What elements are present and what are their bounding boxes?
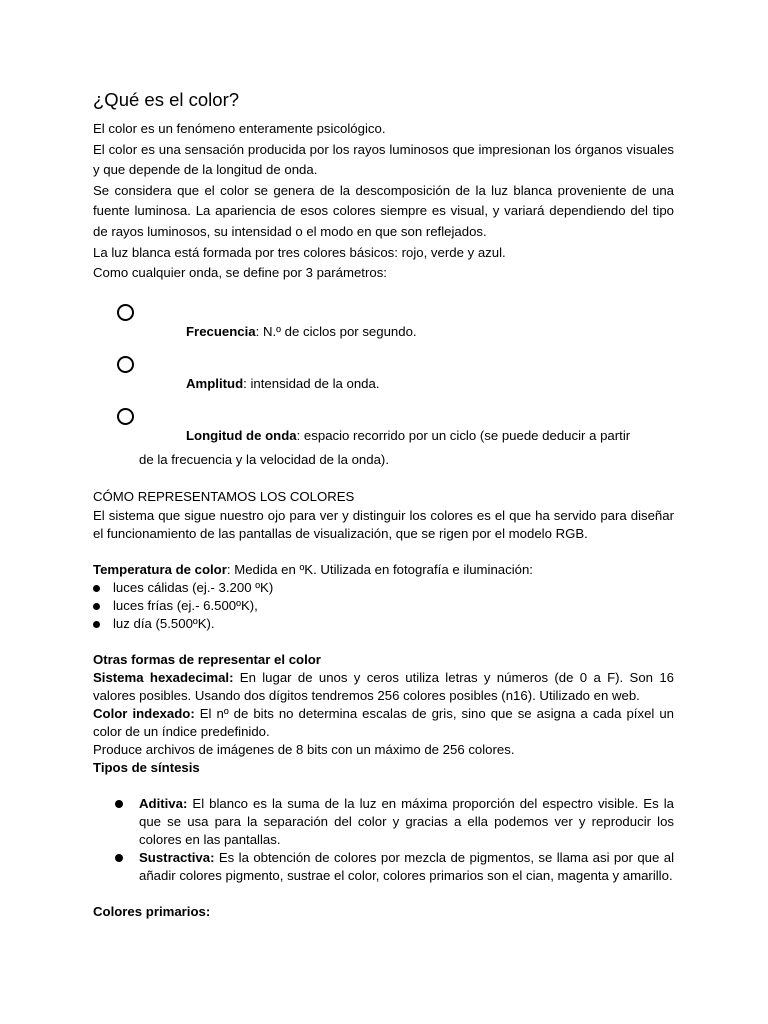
bullet-dot-icon [115,800,123,808]
intro-paragraph: La luz blanca está formada por tres colores básicos: rojo, verde y azul. [93,244,506,260]
circle-bullet-icon [117,304,134,321]
bullet-dot-icon [93,585,100,592]
list-item-text: luces frías (ej.- 6.500ºK), [113,597,258,613]
list-item [93,425,674,470]
list-item [93,579,674,597]
param-term: Amplitud [186,375,244,391]
list-item-text: luz día (5.500ºK). [113,615,215,631]
section-heading: Tipos de síntesis [93,759,200,775]
indexed-desc: El nº de bits no determina escalas de gris, sino que se asigna a cada píxel un color de un índice predefinido. [93,705,675,739]
list-item [93,597,674,615]
list-item [93,321,674,342]
temperature-list [93,579,674,633]
circle-bullet-icon [117,408,134,425]
temperature-block [93,561,674,633]
intro-paragraph: El color es una sensación producida por los rayos luminosos que impresionan los órganos visuales y que depende de la longitud de onda. [93,141,674,178]
intro-paragraph: El color es un fenómeno enteramente psicológico. [93,121,386,136]
hex-desc: En lugar de unos y ceros utiliza letras y números (de 0 a F). Son 16 valores posibles. Usando dos dígitos tendremos 256 colores posibles (n16). Utilizado en web. [93,669,674,703]
wave-parameters-list [93,321,674,470]
list-item [93,373,674,394]
other-forms-block [93,651,674,777]
synthesis-desc: Es la obtención de colores por mezcla de pigmentos, se llama asi por que al añadir colores pigmento, sustrae el color, colores primarios son el cian, magenta y amarillo. [139,849,674,883]
list-item [93,795,674,849]
param-term: Longitud de onda [186,427,297,443]
temperature-desc: : Medida en ºK. Utilizada en fotografía e iluminación: [226,561,533,577]
bullet-dot-icon [93,603,100,610]
param-desc: : N.º de ciclos por segundo. [255,323,417,339]
synthesis-term: Sustractiva: [139,849,215,865]
temperature-term: Temperatura de color [93,561,227,577]
synthesis-term: Aditiva: [139,795,188,811]
synthesis-list [93,795,674,885]
synthesis-desc: El blanco es la suma de la luz en máxima proporción del espectro visible. Es la que se usa para la separación del color y gracias a ella podemos ver y reproducir los colores en las pantallas. [139,795,674,847]
intro-paragraph: Se considera que el color se genera de la descomposición de la luz blanca proveniente de una fuente luminosa. La apariencia de esos colores siempre es visual, y variará dependiendo del tipo de rayos luminosos, su intensidad o el modo en que son reflejados. [93,182,674,239]
list-item-text: luces cálidas (ej.- 3.200 ºK) [113,579,274,595]
list-item [93,849,674,885]
circle-bullet-icon [117,356,134,373]
section-heading: Colores primarios: [93,903,211,919]
param-desc: : intensidad de la onda. [243,375,380,391]
section-heading: Otras formas de representar el color [93,651,321,667]
list-item [93,615,674,633]
indexed-term: Color indexado: [93,705,195,721]
represent-paragraph: El sistema que sigue nuestro ojo para ver y distinguir los colores es el que ha servido para diseñar el funcionamiento de las pantallas de visualización, que se rigen por el modelo RGB. [93,507,674,541]
param-desc: : espacio recorrido por un ciclo (se puede deducir a partir [296,427,631,443]
param-term: Frecuencia [186,323,256,339]
bullet-dot-icon [93,621,100,628]
page-title: ¿Qué es el color? [93,89,240,110]
intro-paragraph: Como cualquier onda, se define por 3 parámetros: [93,265,387,281]
section-heading: CÓMO REPRESENTAMOS LOS COLORES [93,488,355,504]
document-body [93,88,674,921]
hex-term: Sistema hexadecimal: [93,669,234,685]
param-continuation: de la frecuencia y la velocidad de la onda). [139,451,389,467]
bullet-dot-icon [115,854,123,862]
indexed-note: Produce archivos de imágenes de 8 bits con un máximo de 256 colores. [93,741,515,757]
